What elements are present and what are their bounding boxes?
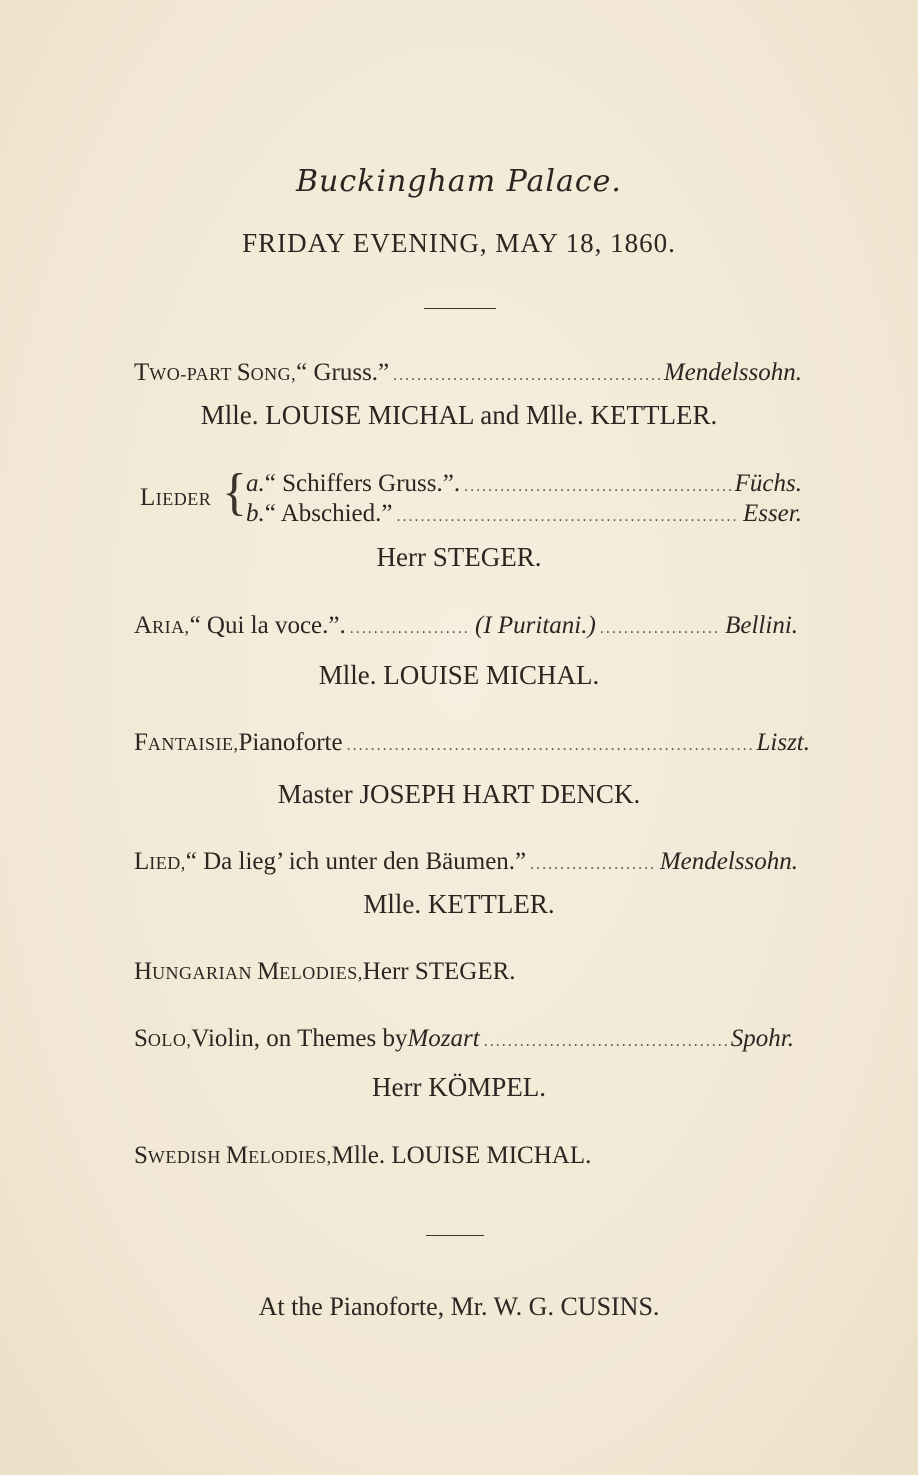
programme-item-solo [134,1025,794,1053]
item-type: SOLO, [134,1025,192,1052]
event-date: FRIDAY EVENING, MAY 18, 1860. [242,228,676,258]
programme-item-hungarian [134,958,516,986]
item-marker: a. [246,470,265,497]
bottom-divider [426,1235,484,1236]
leader-dots [393,359,660,387]
item-type: ARIA, [134,612,190,639]
performers: Mlle. LOUISE MICHAL and Mlle. KETTLER. [200,400,718,430]
top-divider [424,308,496,309]
piece-title: Pianoforte [238,729,343,756]
leader-dots [347,729,753,757]
leader-dots [600,612,721,640]
piece-title: “ Gruss.” [296,359,390,386]
composer: Mendelssohn. [663,359,802,386]
composer: Spohr. [730,1025,794,1052]
leader-dots [396,500,738,528]
composer: Mendelssohn. [659,848,798,875]
brace: { [222,464,247,521]
composer: Esser. [742,500,802,527]
leader-dots [464,470,731,498]
piece-title: “ Abschied.” [264,500,393,527]
item-type-lieder: LIEDER [140,484,212,511]
lieder-a [246,470,802,498]
lieder-b [246,500,802,528]
piece-title: “ Schiffers Gruss.”. [264,470,461,497]
programme-item-fantaisie [134,729,810,757]
programme-item-aria [134,612,798,640]
item-type: TWO-PART SONG, [134,359,297,386]
piece-title: “ Qui la voce.”. [189,612,346,639]
performers: Mlle. KETTLER. [363,889,555,919]
theme-composer: Mozart [407,1025,480,1052]
item-type: LIED, [134,848,186,875]
performers: Master JOSEPH HART DENCK. [277,779,641,809]
composer: Liszt. [756,729,810,756]
performers: Herr STEGER. [362,958,516,985]
venue-title: Buckingham Palace. [296,164,622,199]
performers: Mlle. LOUISE MICHAL. [318,660,600,690]
leader-dots [484,1025,727,1053]
leader-dots [530,848,656,876]
performers: Herr KÖMPEL. [372,1072,546,1102]
performers: Mlle. LOUISE MICHAL. [331,1142,592,1169]
programme-item-swedish [134,1142,591,1170]
composer: Füchs. [734,470,802,497]
composer: Bellini. [725,612,799,639]
opera-title: (I Puritani.) [475,612,596,639]
performers: Herr STEGER. [376,542,542,572]
leader-dots [350,612,471,640]
programme-item-two-part-song [134,359,802,387]
item-type: FANTAISIE, [134,729,239,756]
piece-title: Violin, on Themes by [191,1025,408,1052]
accompanist: At the Pianoforte, Mr. W. G. CUSINS. [258,1292,660,1321]
programme-item-lied [134,848,798,876]
item-type: HUNGARIAN MELODIES, [134,958,363,985]
item-marker: b. [246,500,265,527]
item-type: SWEDISH MELODIES, [134,1142,332,1169]
piece-title: “ Da lieg’ ich unter den Bäumen.” [185,848,527,875]
